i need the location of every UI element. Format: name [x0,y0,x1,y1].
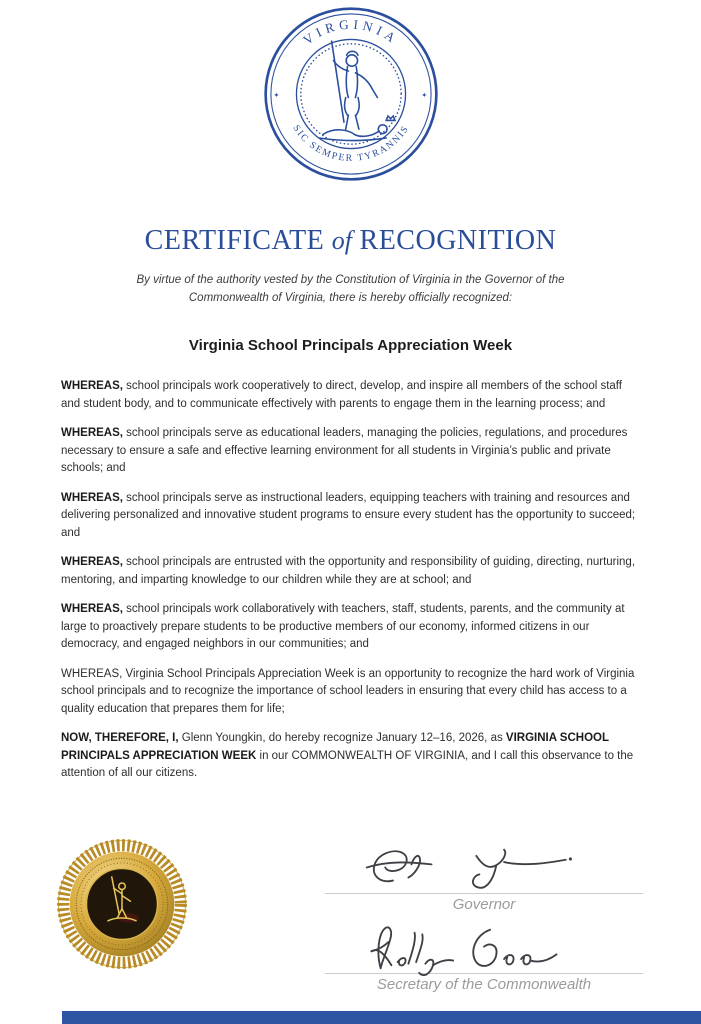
authority-subtitle: By virtue of the authority vested by the Constitution of Virginia in the Governor of the Commonwealth of Virginia, there is hereby officially recognized: [136,274,565,304]
certificate-title [0,225,701,257]
governor-label: Governor [452,896,516,913]
closing-lead: NOW, THEREFORE, I, [61,732,179,744]
state-seal-container [0,0,701,187]
title-word-certificate: CERTIFICATE [144,225,325,256]
whereas-lead: WHEREAS, [61,427,123,439]
whereas-text: school principals work cooperatively to direct, develop, and inspire all members of the school staff and student body, and to communicate effectively with parents to engage them in the learning process; and [61,380,622,410]
secretary-label: Secretary of the Commonwealth [376,976,592,993]
seal-star-right-icon: ✦ [420,92,427,100]
title-word-recognition: RECOGNITION [359,225,557,256]
closing-text: Glenn Youngkin, do hereby recognize January 12–16, 2026, as [178,732,506,744]
whereas-text: school principals serve as instructional leaders, equipping teachers with training and resources and delivering personalized and innovative student programs to ensure every student has the opportunity to succeed; and [61,491,636,539]
whereas-lead: WHEREAS, [61,556,123,568]
whereas-text: Virginia School Principals Appreciation Week is an opportunity to recognize the hard work of Virginia school principals and to recognize the importance of school leaders in ensuring that every child has access to a quality education that prepares them for life; [61,667,635,715]
proclamation-heading: Virginia School Principals Appreciation Week [188,337,513,354]
secretary-signature-unit [325,922,643,994]
whereas-lead: WHEREAS, [61,380,123,392]
signature-section [0,842,701,994]
seal-bottom-text: SIC SEMPER TYRANNIS [290,123,411,164]
svg-text:VIRGINIA [300,17,402,48]
whereas-lead: WHEREAS, [61,603,123,615]
footer-bar [62,1011,701,1024]
closing-text-end: in our COMMONWEALTH OF VIRGINIA, and I call this observance to the attention of all our citizens. [61,749,634,779]
whereas-paragraph-5 [61,601,640,654]
whereas-text: school principals serve as educational leaders, managing the policies, regulations, and procedures necessary to ensure a safe and effective learning environment for all students in Virginia’s public and private schools; and [61,427,628,474]
whereas-lead: WHEREAS, [61,491,123,504]
whereas-paragraph-1 [61,378,640,413]
whereas-text: school principals work collaboratively with teachers, staff, students, parents, and the community at large to proactively prepare students to be productive members of our economy, informed citizens in our democracy, and engaged neighbors in our communities; and [61,603,625,650]
closing-emphasis: VIRGINIA SCHOOL PRINCIPALS APPRECIATION WEEK [61,732,609,762]
signature-block [325,842,643,994]
secretary-signature [325,922,643,976]
virginia-state-seal-icon [263,6,439,182]
governor-signature [325,842,643,896]
whereas-paragraph-6 [61,666,640,719]
whereas-lead: WHEREAS, [61,667,123,680]
whereas-paragraph-2 [61,425,640,478]
seal-top-text: VIRGINIA [299,16,402,48]
closing-paragraph [61,730,640,783]
whereas-section [0,354,701,783]
whereas-paragraph-4 [61,554,640,589]
governor-signature-unit [325,842,643,914]
title-word-of: of [331,226,353,255]
gold-foil-seal-icon [52,834,192,974]
whereas-paragraph-3 [61,490,640,543]
whereas-text: school principals are entrusted with the opportunity and responsibility of guiding, directing, nurturing, mentoring, and imparting knowledge to our children while they are at school; and [61,556,636,586]
seal-star-left-icon: ✦ [273,92,279,100]
